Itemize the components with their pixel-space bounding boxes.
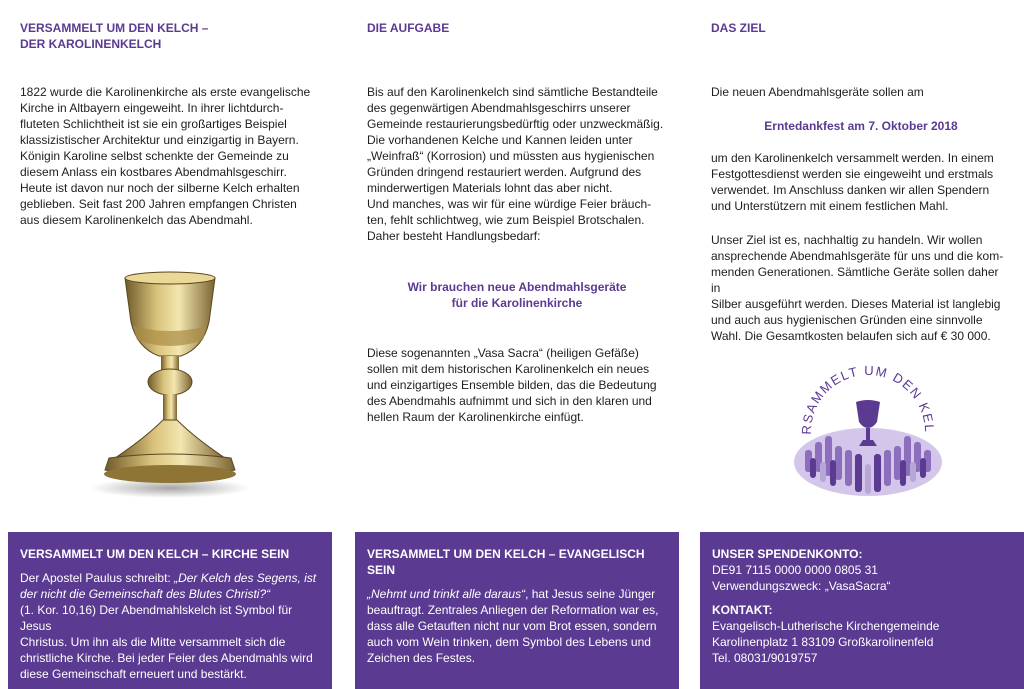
- highlight-erntedankfest: Erntedankfest am 7. Oktober 2018: [764, 119, 958, 133]
- chalice-image: [85, 270, 255, 500]
- highlight-abendmahlsgeraete: [367, 279, 667, 311]
- text-line: Wahl. Die Gesamtkosten belaufen sich auf € 30 000.: [711, 329, 991, 343]
- box-evangelisch-sein: [355, 532, 679, 689]
- text-line: Unser Ziel ist es, nachhaltig zu handeln. Wir wollen: [711, 233, 983, 247]
- text-line: Kirche in Altbayern eingeweiht. In ihrer lichtdurch-: [20, 101, 284, 115]
- text-line: Heute ist davon nur noch der silberne Kelch erhalten: [20, 181, 300, 195]
- text-line: um den Karolinenkelch versammelt werden. In einem: [711, 151, 994, 165]
- text-line: aus diesem Karolinenkelch das Abendmahl.: [20, 213, 253, 227]
- box-text: [20, 570, 320, 682]
- box-heading: VERSAMMELT UM DEN KELCH – EVANGELISCH SEIN: [367, 547, 645, 577]
- text-line: sollen mit dem historischen Karolinenkelch ein neues: [367, 362, 650, 376]
- text-line: christliche Kirche. Bei jeder Feier des Abendmahls wird: [20, 651, 313, 665]
- kontakt-heading: KONTAKT:: [712, 603, 773, 617]
- text-line: verwendet. Im Anschluss danken wir allen Spendern: [711, 183, 990, 197]
- heading-line-2: DER KAROLINENKELCH: [20, 37, 162, 51]
- text-plain: , hat Jesus seine Jünger: [525, 587, 656, 601]
- text-line: [367, 586, 667, 602]
- text-line: Die vorhandenen Kelche und Kannen leiden unter: [367, 133, 633, 147]
- text-karolinenkelch: [20, 84, 320, 228]
- text-line: beauftragt. Zentrales Anliegen der Reformation war es,: [367, 603, 659, 617]
- contact-line: Evangelisch-Lutherische Kirchengemeinde: [712, 619, 940, 633]
- text-line: hellen Raum der Karolinenkirche einfügt.: [367, 410, 584, 424]
- highlight-line: Wir brauchen neue Abendmahlsgeräte: [407, 280, 627, 294]
- text-line: klassizistischer Architektur und einzigartig in Bayern.: [20, 133, 299, 147]
- text-line: dass alle Getauften nicht nur vom Brot essen, sondern: [367, 619, 657, 633]
- versammelt-logo: [793, 350, 943, 500]
- text-line: Bis auf den Karolinenkelch sind sämtliche Bestandteile: [367, 85, 658, 99]
- text-line: [20, 570, 320, 586]
- text-line: Diese sogenannten „Vasa Sacra“ (heiligen Gefäße): [367, 346, 639, 360]
- text-line: und auch aus hygienischen Gründen eine sinnvolle: [711, 313, 983, 327]
- text-line: Daher besteht Handlungsbedarf:: [367, 229, 541, 243]
- highlight-line: für die Karolinenkirche: [451, 296, 583, 310]
- text-line: und einzigartiges Ensemble bilden, das die Bedeutung: [367, 378, 657, 392]
- text-line: Silber ausgeführt werden. Dieses Material ist langlebig: [711, 297, 1001, 311]
- text-line: diese Gemeinschaft erneuert und bestärkt.: [20, 667, 247, 681]
- text-line: „Weinfraß“ (Korrosion) und müssten aus hygienischen: [367, 149, 655, 163]
- text-line: [20, 586, 320, 602]
- text-ziel-intro: Die neuen Abendmahlsgeräte sollen am: [711, 85, 924, 99]
- text-line: 1822 wurde die Karolinenkirche als erste evangelische: [20, 85, 311, 99]
- text-line: fluteten Schlichtheit ist sie ein großartiges Beispiel: [20, 117, 287, 131]
- text-line: Königin Karoline selbst schenkte der Gemeinde zu: [20, 149, 289, 163]
- contact-line: Tel. 08031/9019757: [712, 651, 818, 665]
- chalice-icon: [85, 270, 255, 500]
- iban: DE91 7115 0000 0000 0805 31: [712, 563, 878, 577]
- heading-karolinenkelch: [20, 20, 320, 52]
- text-line: minderwertigen Materials lohnt das aber nicht.: [367, 181, 613, 195]
- heading-line-1: VERSAMMELT UM DEN KELCH –: [20, 21, 209, 35]
- verwendungszweck: Verwendungszweck: „VasaSacra“: [712, 579, 891, 593]
- box-text: [712, 546, 1012, 666]
- text-line: Festgottesdienst werden sie eingeweiht und erstmals: [711, 167, 994, 181]
- contact-line: Karolinenplatz 1 83109 Großkarolinenfeld: [712, 635, 934, 649]
- box-kirche-sein: [8, 532, 332, 689]
- quote-text: „Der Kelch des Segens, ist: [174, 571, 317, 585]
- text-line: (1. Kor. 10,16) Der Abendmahlskelch ist Symbol für Jesus: [20, 603, 293, 633]
- text-line: menden Generationen. Sämtliche Geräte sollen daher in: [711, 265, 999, 295]
- text-ziel: [711, 150, 1011, 214]
- text-line: geblieben. Seit fast 200 Jahren empfangen Christen: [20, 197, 297, 211]
- text-line: Zeichen des Festes.: [367, 651, 476, 665]
- text-line: Und manches, was wir für eine würdige Feier bräuch-: [367, 197, 652, 211]
- box-heading: VERSAMMELT UM DEN KELCH – KIRCHE SEIN: [20, 547, 290, 561]
- text-aufgabe: [367, 84, 667, 244]
- text-line: Christus. Um ihn als die Mitte versammelt sich die: [20, 635, 286, 649]
- chalice-logo-icon: [793, 350, 943, 500]
- text-line: des gegenwärtigen Abendmahlsgeschirrs unserer: [367, 101, 631, 115]
- quote-text: der nicht die Gemeinschaft des Blutes Christi?“: [20, 587, 271, 601]
- text-line: Gemeinde restaurierungsbedürftig oder unzweckmäßig.: [367, 117, 664, 131]
- heading-ziel: DAS ZIEL: [711, 21, 766, 35]
- text-nachhaltig: [711, 232, 1011, 344]
- text-plain: Der Apostel Paulus schreibt:: [20, 571, 175, 585]
- box-text: [367, 586, 667, 666]
- text-line: Gründen dringend restauriert werden. Aufgrund des: [367, 165, 642, 179]
- text-line: ten, fehlt schlichtweg, wie zum Beispiel Brotschalen.: [367, 213, 645, 227]
- text-line: und Unterstützern mit einem festlichen Mahl.: [711, 199, 949, 213]
- logo-text: RSAMMELT UM DEN KEL: [798, 362, 938, 435]
- box-spendenkonto: [700, 532, 1024, 689]
- text-line: des Abendmahls aufnimmt und sich in den klaren und: [367, 394, 652, 408]
- text-line: auch vom Wein trinken, dem Symbol des Lebens und: [367, 635, 651, 649]
- text-line: diesem Anlass ein kostbares Abendmahlsgeschirr.: [20, 165, 287, 179]
- text-vasa-sacra: [367, 345, 667, 425]
- quote-text: „Nehmt und trinkt alle daraus“: [367, 587, 526, 601]
- spendenkonto-heading: UNSER SPENDENKONTO:: [712, 547, 863, 561]
- heading-aufgabe: DIE AUFGABE: [367, 21, 450, 35]
- text-line: ansprechende Abendmahlsgeräte für uns und die kom-: [711, 249, 1004, 263]
